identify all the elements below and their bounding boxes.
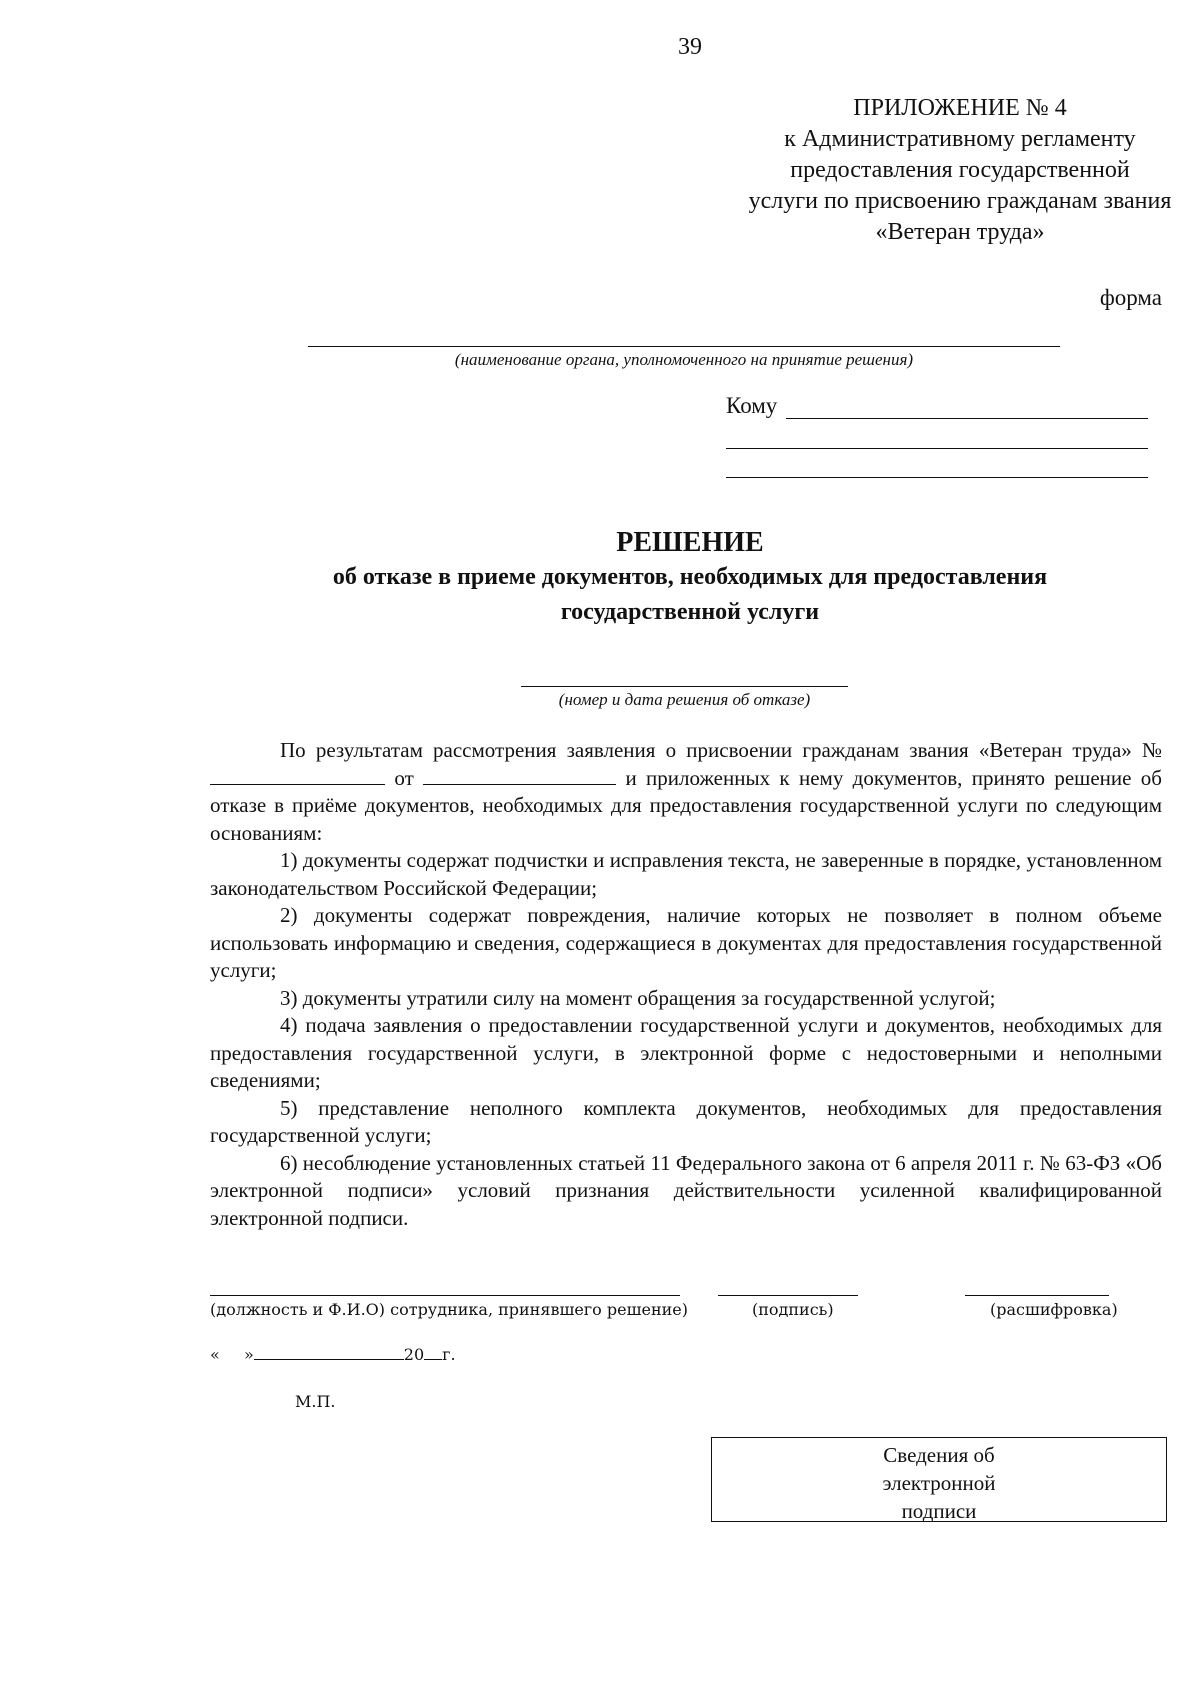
application-date-field[interactable] xyxy=(423,766,616,785)
intro-text: По результатам рассмотрения заявления о присвоении гражданам звания «Ветеран труда» № xyxy=(280,738,1162,762)
intro-text: и приложенных к нему документов, принято решение об отказе в приёме документов, необходимых для предоставления государственной услуги по следующим основаниям: xyxy=(210,765,1162,845)
appendix-line: услуги по присвоению гражданам звания xyxy=(748,188,1172,214)
appendix-line: «Ветеран труда» xyxy=(875,219,1045,245)
signature-line[interactable] xyxy=(718,1295,858,1296)
recipient-label: Кому xyxy=(726,393,778,418)
reason-item: 6) несоблюдение установленных статьей 11 Федерального закона от 6 апреля 2011 г. № 63-ФЗ «Об электронной подписи» условий признания действительности усиленной квалифицированной электронной подписи. xyxy=(210,1150,1162,1230)
recipient-field-line[interactable] xyxy=(726,448,1148,449)
date-year-suffix: г. xyxy=(442,1345,456,1364)
decryption-line[interactable] xyxy=(965,1295,1109,1296)
e-signature-line: подписи xyxy=(901,1499,977,1523)
decision-number-caption: (номер и дата решения об отказе) xyxy=(558,690,811,709)
date-year-field[interactable] xyxy=(424,1345,442,1360)
date-month-field[interactable] xyxy=(254,1345,404,1360)
date-quote-open: « xyxy=(210,1345,220,1364)
decision-subtitle: государственной услуги xyxy=(560,599,820,625)
position-caption: (должность и Ф.И.О) сотрудника, принявшего решение) xyxy=(210,1300,688,1319)
intro-text: от xyxy=(394,765,414,790)
appendix-line: предоставления государственной xyxy=(790,157,1130,183)
form-label: форма xyxy=(1099,285,1162,310)
authority-caption: (наименование органа, уполномоченного на принятие решения) xyxy=(454,350,914,369)
reason-item: 5) представление неполного комплекта документов, необходимых для предоставления государственной услуги; xyxy=(210,1095,1162,1147)
date-year-prefix: 20 xyxy=(403,1345,425,1364)
reason-item: 3) документы утратили силу на момент обращения за государственной услугой; xyxy=(280,985,996,1010)
recipient-field-line[interactable] xyxy=(786,418,1148,419)
date-quote-close: » xyxy=(243,1345,254,1364)
e-signature-line: электронной xyxy=(882,1471,996,1495)
position-name-line[interactable] xyxy=(210,1295,680,1296)
reason-item: 1) документы содержат подчистки и исправления текста, не заверенные в порядке, установленном законодательством Российской Федерации; xyxy=(210,848,1162,900)
date-line xyxy=(210,1345,456,1364)
stamp-label: М.П. xyxy=(295,1392,336,1411)
authority-name-line[interactable] xyxy=(308,346,1060,347)
appendix-line: к Административному регламенту xyxy=(784,126,1136,152)
decision-body xyxy=(210,737,1162,1232)
application-number-field[interactable] xyxy=(210,766,385,785)
appendix-header xyxy=(680,93,1200,248)
reason-item: 2) документы содержат повреждения, наличие которых не позволяет в полном объеме использовать информацию и сведения, содержащиеся в документах для предоставления государственной услуги; xyxy=(210,903,1162,982)
e-signature-box xyxy=(711,1437,1167,1522)
reason-item: 4) подача заявления о предоставлении государственной услуги и документов, необходимых для предоставления государственной услуги, в электронной форме с недостоверными и неполными сведениями; xyxy=(210,1013,1162,1092)
e-signature-line: Сведения об xyxy=(883,1443,995,1467)
decision-subtitle: об отказе в приеме документов, необходимых для предоставления xyxy=(332,564,1048,590)
recipient-field-line[interactable] xyxy=(726,477,1148,478)
decision-number-line[interactable] xyxy=(521,686,848,687)
decryption-caption: (расшифровка) xyxy=(990,1300,1118,1319)
page-number: 39 xyxy=(678,34,702,60)
decision-title: РЕШЕНИЕ xyxy=(616,527,764,558)
appendix-title: ПРИЛОЖЕНИЕ № 4 xyxy=(853,95,1067,121)
intro-paragraph xyxy=(210,737,1162,847)
signature-caption: (подпись) xyxy=(752,1300,834,1319)
